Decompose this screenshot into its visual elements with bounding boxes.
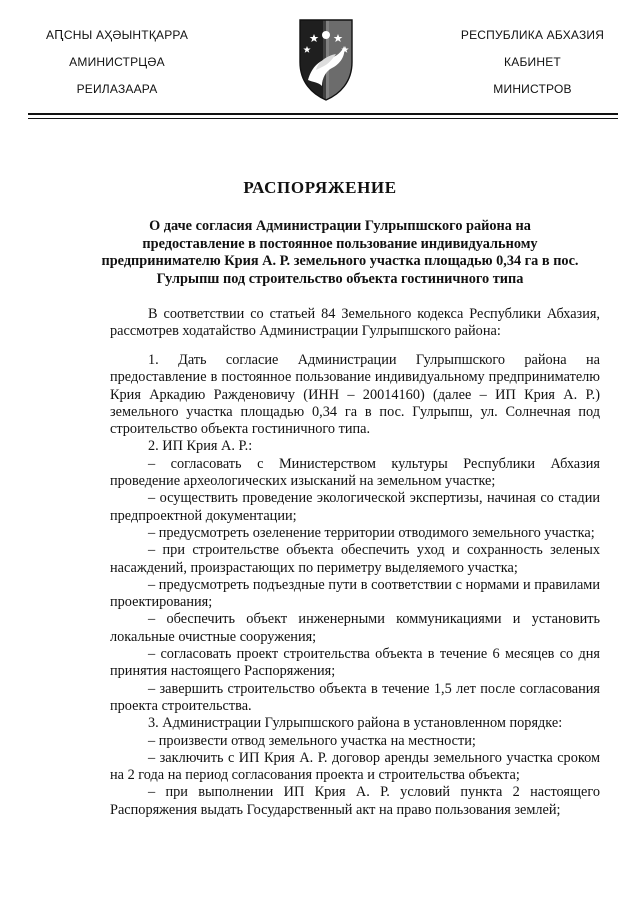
paragraph: – произвести отвод земельного участка на местности; bbox=[148, 732, 476, 749]
paragraph: – согласовать с Министерством культуры Республики Абхазия проведение археологических изысканий на земельном участке; bbox=[110, 455, 600, 490]
header-left-line-3: РЕИЛАЗААРА bbox=[76, 82, 158, 96]
paragraph: – согласовать проект строительства объекта в течение 6 месяцев со дня принятия настоящего Распоряжения; bbox=[110, 646, 600, 680]
paragraph: 3. Администрации Гулрыпшского района в установленном порядке: bbox=[148, 715, 563, 732]
paragraph: – заключить с ИП Крия А. Р. договор аренды земельного участка сроком на 2 года на период согласования проекта и строительства объекта; bbox=[110, 749, 600, 784]
coat-of-arms-emblem bbox=[296, 16, 356, 102]
paragraph: 2. ИП Крия А. Р.: bbox=[148, 438, 253, 455]
header-left-line-2: АМИНИСТРЦӘА bbox=[69, 55, 165, 69]
header-left-block bbox=[32, 28, 202, 109]
header-left-line-1: АԤСНЫ АҲӘЫНТҚАРРА bbox=[45, 28, 189, 42]
document-subject: О даче согласия Администрации Гулрыпшского района на предоставление в постоянное пользование индивидуальному предпринимателю Крия А. Р. земельного участка площадью 0,34 га в пос. Гулрыпш под строительство объекта гостиничного типа bbox=[101, 218, 579, 287]
paragraph: – обеспечить объект инженерными коммуникациями и установить локальные очистные сооружения; bbox=[110, 611, 600, 645]
paragraph: – осуществить проведение экологической экспертизы, начиная со стадии предпроектной документации; bbox=[110, 490, 600, 524]
header-right-line-2: КАБИНЕТ bbox=[504, 55, 561, 69]
header-divider-thin bbox=[28, 118, 618, 119]
header-right-block bbox=[445, 28, 620, 109]
header-right-line-3: МИНИСТРОВ bbox=[493, 82, 572, 96]
paragraph: – при строительстве объекта обеспечить уход и сохранность зеленых насаждений, произрастающих по периметру выделяемого участка; bbox=[110, 542, 600, 576]
paragraph: – при выполнении ИП Крия А. Р. условий пункта 2 настоящего Распоряжения выдать Государственный акт на право пользования землей; bbox=[110, 784, 600, 818]
paragraph: – предусмотреть подъездные пути в соответствии с нормами и правилами проектирования; bbox=[110, 576, 600, 611]
header-right-line-1: РЕСПУБЛИКА АБХАЗИЯ bbox=[460, 28, 605, 42]
paragraph: 1. Дать согласие Администрации Гулрыпшского района на предоставление в постоянное пользование индивидуальному предпринимателю Крия Аркадию Ражденовичу (ИНН – 20014160) (далее – ИП Крия А. Р.) земельного участка площадью 0,34 га в пос. Гулрыпш, ул. Солнечная под строительство объекта гостиничного типа. bbox=[110, 352, 600, 438]
header-divider-thick bbox=[28, 113, 618, 115]
paragraph: – завершить строительство объекта в течение 1,5 лет после согласования проекта строительства. bbox=[110, 680, 600, 714]
preamble bbox=[110, 306, 600, 341]
document-body bbox=[110, 352, 600, 819]
paragraph: – предусмотреть озеленение территории отводимого земельного участка; bbox=[148, 524, 595, 541]
document-title: РАСПОРЯЖЕНИЕ bbox=[243, 178, 397, 197]
preamble-text: В соответствии со статьей 84 Земельного кодекса Республики Абхазия, рассмотрев ходатайство Администрации Гулрыпшского района: bbox=[110, 306, 600, 340]
